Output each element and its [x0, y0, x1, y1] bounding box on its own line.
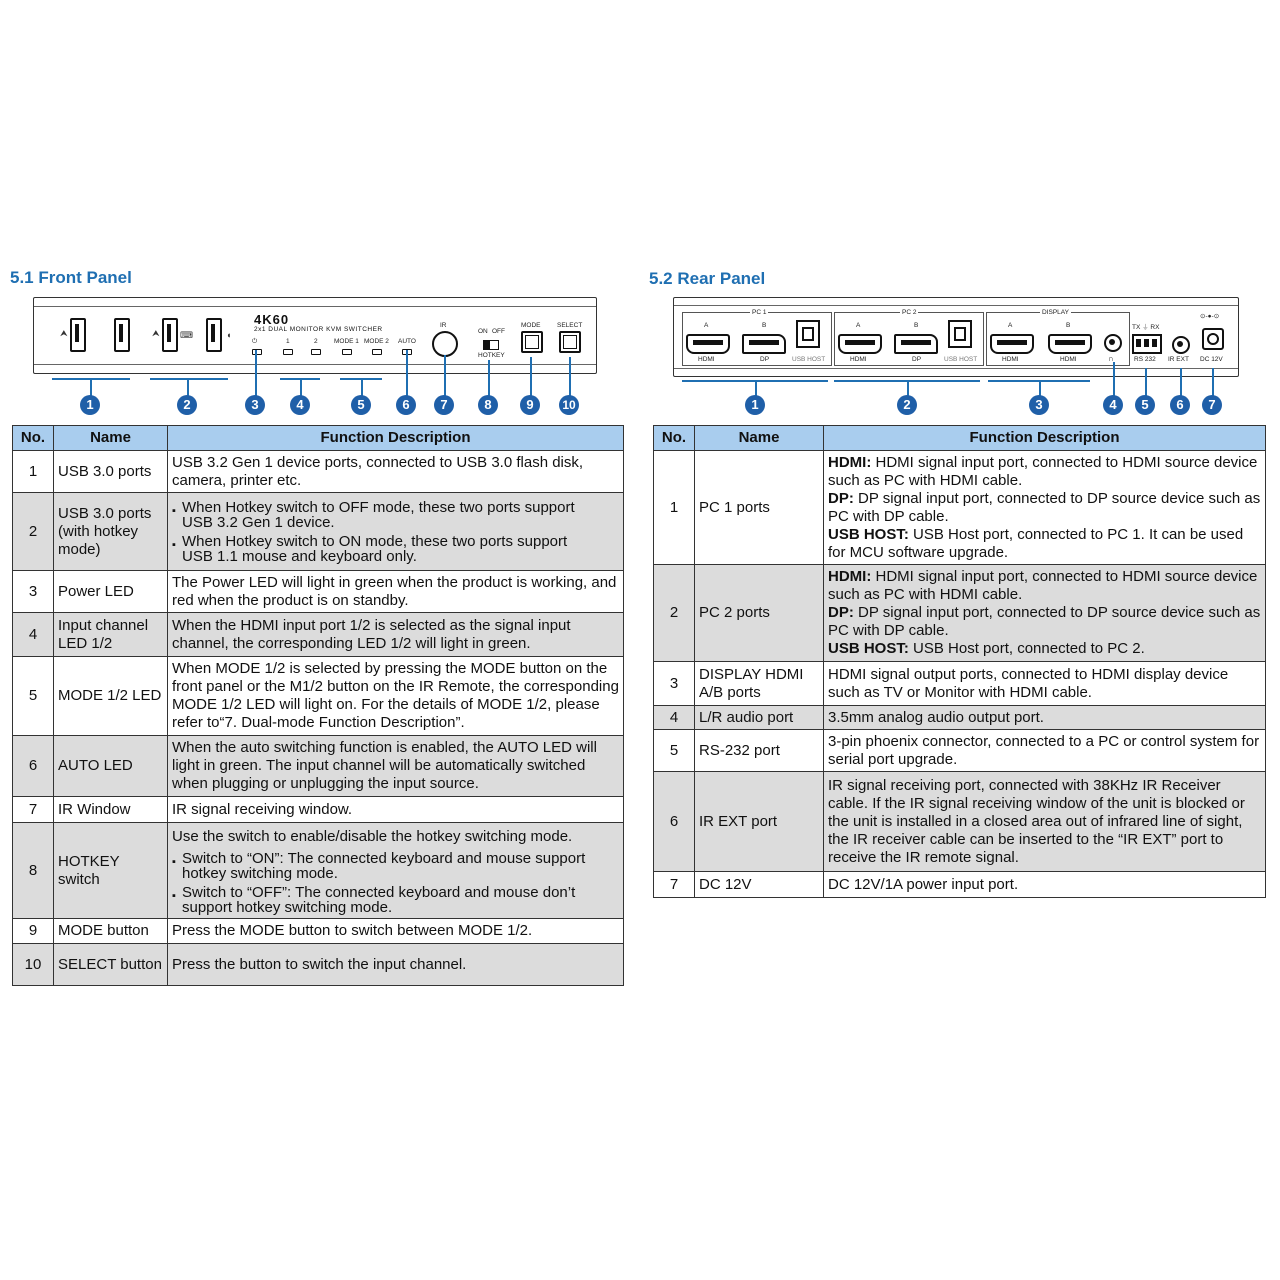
hdmi-label: HDMI: [1060, 356, 1077, 363]
bullet-item: ▪ Switch to “OFF”: The connected keyboard and mouse don’t support hotkey switching mode.: [172, 887, 619, 913]
callout-leader: [755, 380, 757, 396]
port-b-label: B: [1066, 322, 1071, 329]
table-row: [654, 730, 1266, 772]
hotkey-switch: [483, 340, 499, 350]
callout-badge-9: 9: [520, 395, 540, 415]
pc2-label: PC 2: [902, 309, 917, 316]
mode-button-illustration: [521, 331, 543, 353]
usb-icon: ⮝: [60, 328, 68, 338]
pc2-usb-host-port: [948, 320, 972, 348]
callout-leader: [300, 378, 302, 396]
headphone-icon: ∩: [1108, 354, 1114, 363]
usb-host-desc: USB HOST: USB Host port, connected to PC 1. It can be used for MCU software upgrade.: [828, 525, 1244, 561]
row-no: 3: [654, 662, 695, 706]
row-desc: IR signal receiving window.: [168, 797, 624, 823]
table-row: [654, 662, 1266, 706]
header-no: No.: [13, 426, 54, 451]
row-name: RS-232 port: [695, 730, 824, 772]
usb-port-4: [206, 318, 222, 352]
header-no: No.: [654, 426, 695, 451]
callout-badge-6: 6: [396, 395, 416, 415]
hotkey-label: HOTKEY: [478, 352, 505, 359]
product-subtitle: 2x1 DUAL MONITOR KVM SWITCHER: [254, 326, 383, 333]
bullet-item: ▪ When Hotkey switch to ON mode, these two ports support USB 1.1 mouse and keyboard only.: [172, 536, 619, 562]
keyboard-icon: ⌨: [180, 330, 193, 340]
hotkey-off-label: OFF: [492, 328, 505, 335]
row-desc: [168, 823, 624, 919]
row-no: 5: [654, 730, 695, 772]
table-row: [654, 451, 1266, 565]
row-desc: When MODE 1/2 is selected by pressing the MODE button on the front panel or the M1/2 button on the IR Remote, the corresponding MODE 1/2 LED will light on. For the details of MODE 1/2, please refer to“7. Dual-mode Function Description”.: [168, 657, 624, 736]
port-b-label: B: [914, 322, 919, 329]
led-label-mode1: MODE 1: [334, 338, 359, 345]
hotkey-on-label: ON: [478, 328, 488, 335]
row-desc: [824, 451, 1266, 565]
callout-leader: [1145, 368, 1147, 396]
channel-led-1: [283, 349, 293, 355]
rear-panel-illustration: [673, 297, 1239, 377]
row-name: USB 3.0 ports: [54, 451, 168, 493]
display-hdmi-a-port: [990, 334, 1034, 354]
row-no: 7: [13, 797, 54, 823]
callout-leader: [255, 350, 257, 396]
callout-badge-2: 2: [177, 395, 197, 415]
ir-ext-port: [1172, 336, 1190, 354]
display-hdmi-b-port: [1048, 334, 1092, 354]
port-b-label: B: [762, 322, 767, 329]
table-row: [654, 772, 1266, 872]
header-name: Name: [54, 426, 168, 451]
usb-port-3: [162, 318, 178, 352]
hdmi-desc: HDMI: HDMI signal input port, connected to HDMI source device such as PC with HDMI cable.: [828, 453, 1258, 489]
hdmi-label: HDMI: [1002, 356, 1019, 363]
table-row: [13, 736, 624, 797]
pc2-hdmi-port: [838, 334, 882, 354]
select-button-illustration: [559, 331, 581, 353]
row-no: 2: [13, 493, 54, 571]
row-name: MODE button: [54, 919, 168, 944]
callout-leader: [488, 360, 490, 396]
row-name: MODE 1/2 LED: [54, 657, 168, 736]
callout-badge-7: 7: [1202, 395, 1222, 415]
row-desc: 3-pin phoenix connector, connected to a PC or control system for serial port upgrade.: [824, 730, 1266, 772]
callout-badge-4: 4: [1103, 395, 1123, 415]
table-row: [654, 565, 1266, 662]
table-row: [13, 613, 624, 657]
usb-port-1: [70, 318, 86, 352]
table-row: [13, 493, 624, 571]
usb-host-label: USB HOST: [944, 356, 978, 363]
mode1-led: [342, 349, 352, 355]
callout-badge-7: 7: [434, 395, 454, 415]
callout-badge-5: 5: [1135, 395, 1155, 415]
row-name: IR EXT port: [695, 772, 824, 872]
row-no: 4: [13, 613, 54, 657]
callout-badge-3: 3: [245, 395, 265, 415]
led-label-mode2: MODE 2: [364, 338, 389, 345]
row-desc: HDMI signal output ports, connected to HDMI display device such as TV or Monitor with HDMI cable.: [824, 662, 1266, 706]
front-panel-table: [12, 425, 624, 986]
table-row: [13, 571, 624, 613]
row-desc: The Power LED will light in green when the product is working, and red when the product is on standby.: [168, 571, 624, 613]
usb-port-2: [114, 318, 130, 352]
header-desc: Function Description: [824, 426, 1266, 451]
rs232-phoenix-port: [1132, 334, 1162, 354]
pc1-usb-host-port: [796, 320, 820, 348]
row-no: 2: [654, 565, 695, 662]
dp-label: DP: [760, 356, 770, 363]
row-desc: USB 3.2 Gen 1 device ports, connected to USB 3.0 flash disk, camera, printer etc.: [168, 451, 624, 493]
usb-host-label: USB HOST: [792, 356, 826, 363]
channel-led-2: [311, 349, 321, 355]
mode-label: MODE: [521, 322, 541, 329]
row-no: 4: [654, 706, 695, 730]
callout-leader: [187, 378, 189, 396]
row-no: 10: [13, 944, 54, 986]
port-a-label: A: [704, 322, 709, 329]
callout-badge-5: 5: [351, 395, 371, 415]
port-a-label: A: [1008, 322, 1013, 329]
bullet-item: ▪ Switch to “ON”: The connected keyboard and mouse support hotkey switching mode.: [172, 853, 619, 879]
row-name: L/R audio port: [695, 706, 824, 730]
txrx-label: TX ⏚ RX: [1132, 324, 1160, 331]
ir-label: IR: [440, 322, 447, 329]
callout-badge-6: 6: [1170, 395, 1190, 415]
dp-desc: DP: DP signal input port, connected to DP source device such as PC with DP cable.: [828, 604, 1261, 639]
row-name: DISPLAY HDMI A/B ports: [695, 662, 824, 706]
table-row: [13, 919, 624, 944]
mode2-led: [372, 349, 382, 355]
table-row: [13, 944, 624, 986]
front-panel-illustration: [33, 297, 597, 374]
callout-bracket: [150, 378, 228, 380]
row-no: 1: [13, 451, 54, 493]
brand-logo: 4K60: [254, 312, 290, 327]
header-desc: Function Description: [168, 426, 624, 451]
dc-label: DC 12V: [1200, 356, 1223, 363]
callout-badge-3: 3: [1029, 395, 1049, 415]
row-no: 6: [13, 736, 54, 797]
dc-power-jack: [1202, 328, 1224, 350]
row-desc: [168, 493, 624, 571]
row-name: PC 1 ports: [695, 451, 824, 565]
mouse-icon: ◖: [226, 330, 232, 340]
front-panel-title: 5.1 Front Panel: [10, 268, 132, 287]
callout-leader: [907, 380, 909, 396]
ir-window: [432, 331, 458, 357]
row-desc: When the HDMI input port 1/2 is selected as the signal input channel, the corresponding LED 1/2 will light in green.: [168, 613, 624, 657]
port-a-label: A: [856, 322, 861, 329]
dp-label: DP: [912, 356, 922, 363]
power-icon: ⏻: [252, 338, 258, 345]
callout-badge-2: 2: [897, 395, 917, 415]
row-name: SELECT button: [54, 944, 168, 986]
row-name: IR Window: [54, 797, 168, 823]
row-no: 5: [13, 657, 54, 736]
table-header-row: [13, 426, 624, 451]
callout-leader: [406, 350, 408, 396]
callout-leader: [1039, 380, 1041, 396]
table-header-row: [654, 426, 1266, 451]
led-label-2: 2: [314, 338, 318, 345]
pc1-dp-port: [742, 334, 786, 354]
led-label-auto: AUTO: [398, 338, 416, 345]
table-row: [13, 823, 624, 919]
row-desc: 3.5mm analog audio output port.: [824, 706, 1266, 730]
rs232-label: RS 232: [1134, 356, 1156, 363]
table-row: [13, 451, 624, 493]
callout-badge-1: 1: [80, 395, 100, 415]
bullet-item: ▪ When Hotkey switch to OFF mode, these two ports support USB 3.2 Gen 1 device.: [172, 502, 619, 528]
row-name: AUTO LED: [54, 736, 168, 797]
rear-panel-title: 5.2 Rear Panel: [649, 269, 766, 288]
row-desc: Press the MODE button to switch between MODE 1/2.: [168, 919, 624, 944]
callout-leader: [1113, 362, 1115, 396]
callout-badge-8: 8: [478, 395, 498, 415]
row-no: 1: [654, 451, 695, 565]
usb-icon: ⮝: [152, 328, 160, 338]
row-desc: IR signal receiving port, connected with 38KHz IR Receiver cable. If the IR signal receiving window of the unit is blocked or the unit is installed in a closed area out of infrared line of sight, the IR receiver cable can be inserted to the “IR EXT” port to receive the IR remote signal.: [824, 772, 1266, 872]
row-desc: DC 12V/1A power input port.: [824, 872, 1266, 898]
dc-polarity-icon: ⊙-●-⊙: [1200, 313, 1220, 320]
row-no: 6: [654, 772, 695, 872]
row-name: DC 12V: [695, 872, 824, 898]
pc1-hdmi-port: [686, 334, 730, 354]
hdmi-desc: HDMI: HDMI signal input port, connected to HDMI source device such as PC with HDMI cable.: [828, 568, 1258, 603]
row-name: HOTKEY switch: [54, 823, 168, 919]
hdmi-label: HDMI: [698, 356, 715, 363]
header-name: Name: [695, 426, 824, 451]
table-row: [13, 797, 624, 823]
callout-badge-4: 4: [290, 395, 310, 415]
callout-badge-10: 10: [559, 395, 579, 415]
callout-leader: [361, 378, 363, 396]
table-row: [654, 872, 1266, 898]
pc1-label: PC 1: [752, 309, 767, 316]
row-name: Input channel LED 1/2: [54, 613, 168, 657]
callout-badge-1: 1: [745, 395, 765, 415]
row-desc: Press the button to switch the input channel.: [168, 944, 624, 986]
row-no: 8: [13, 823, 54, 919]
callout-leader: [90, 378, 92, 396]
callout-leader: [569, 357, 571, 396]
dp-desc: DP: DP signal input port, connected to DP source device such as PC with DP cable.: [828, 489, 1261, 525]
row-no: 9: [13, 919, 54, 944]
table-row: [654, 706, 1266, 730]
audio-jack: [1104, 334, 1122, 352]
table-row: [13, 657, 624, 736]
callout-leader: [530, 357, 532, 396]
select-label: SELECT: [557, 322, 583, 329]
row-desc: When the auto switching function is enabled, the AUTO LED will light in green. The input channel will be automatically switched when plugging or unplugging the input source.: [168, 736, 624, 797]
display-label: DISPLAY: [1042, 309, 1069, 316]
row-name: PC 2 ports: [695, 565, 824, 662]
pc2-dp-port: [894, 334, 938, 354]
callout-leader: [1212, 368, 1214, 396]
row-no: 7: [654, 872, 695, 898]
power-led: [252, 349, 262, 355]
row-name: USB 3.0 ports (with hotkey mode): [54, 493, 168, 571]
hdmi-label: HDMI: [850, 356, 867, 363]
row-name: Power LED: [54, 571, 168, 613]
led-label-1: 1: [286, 338, 290, 345]
callout-leader: [1180, 368, 1182, 396]
rear-panel-table: [653, 425, 1266, 898]
usb-host-desc: USB HOST: USB Host port, connected to PC 2.: [828, 640, 1145, 657]
row-no: 3: [13, 571, 54, 613]
hotkey-intro: Use the switch to enable/disable the hotkey switching mode.: [172, 828, 573, 845]
row-desc: [824, 565, 1266, 662]
ir-ext-label: IR EXT: [1168, 356, 1189, 363]
callout-leader: [444, 355, 446, 396]
